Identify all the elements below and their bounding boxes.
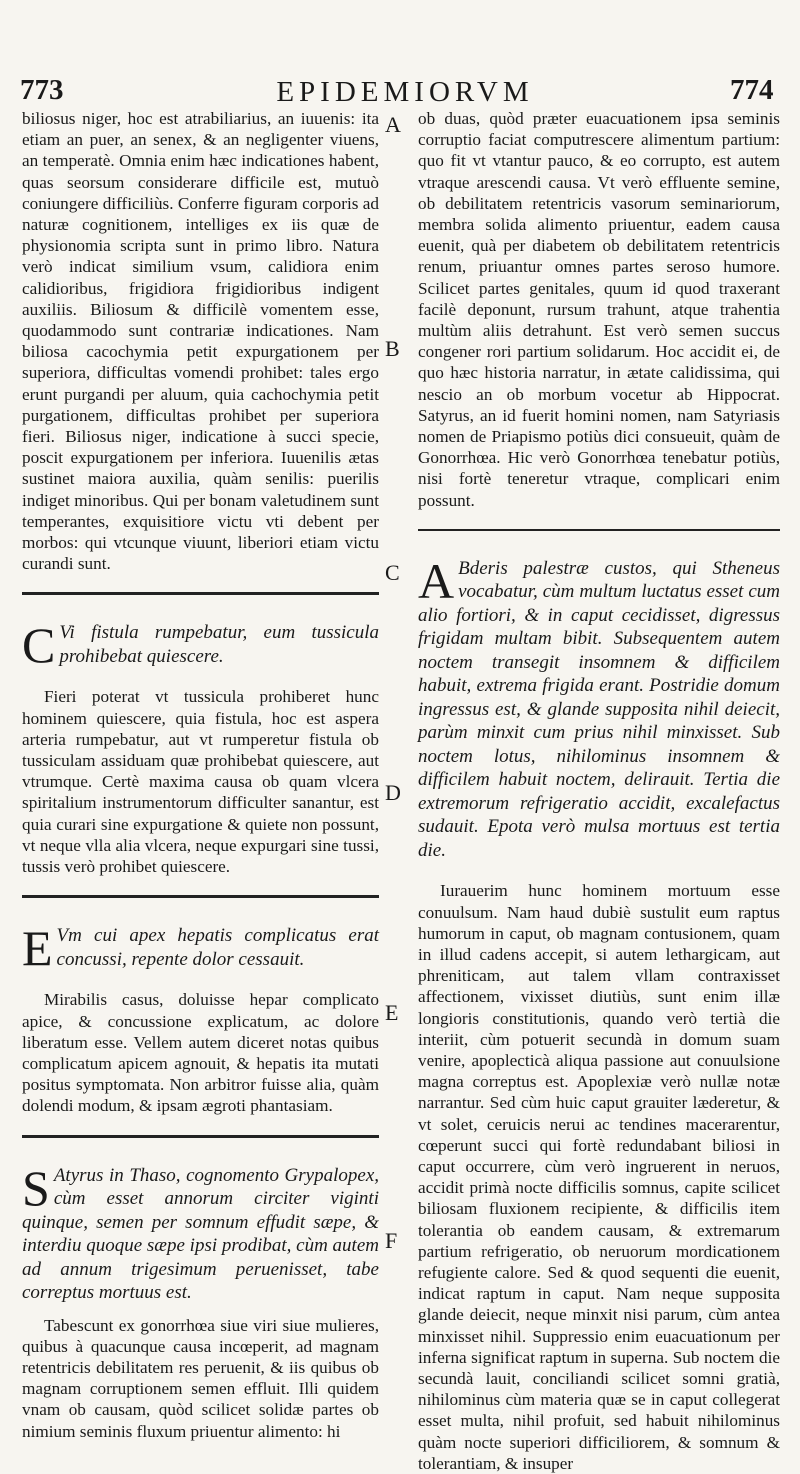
running-title: EPIDEMIORVM — [276, 76, 534, 108]
case-text: Atyrus in Thaso, cognomento Grypalopex, cùm esset annorum circiter viginti quinque, semen per somnum effudit sæpe, & interdiu quoque sæpe ipsi prodibat, cùm autem ad annum trigesimum peruenisset, tabe correptus mortuus est. — [22, 1164, 379, 1304]
case-fistula — [22, 617, 379, 877]
drop-cap: A — [418, 552, 455, 609]
drop-cap: E — [22, 920, 53, 977]
left-page-number: 773 — [20, 74, 64, 106]
right-column — [418, 108, 780, 1474]
drop-cap: S — [22, 1159, 50, 1216]
right-page-number: 774 — [730, 74, 774, 106]
margin-letter-b: B — [385, 336, 400, 361]
case-text: Vm cui apex hepatis complicatus erat concussi, repente dolor cessauit. — [56, 925, 379, 970]
continuation-commentary: ob duas, quòd præter euacuationem ipsa seminis corruptio faciat computrescere alimentum partium: quo fit vt vtantur pauco, & eo corrupto, est autem vtraque arescendi causa. Vt verò effluente semine, ob debilitatem retentricis vasorum seminariorum, membra solida alimento priuentur, eadem causa euenit, quà per diabetem ob debilitatem retentricis renum, priuantur omnes partes seroso humore. Scilicet partes genitales, quum id quod traxerant facilè deponunt, rursum trahunt, atque trahentia multùm aliis detrahunt. Est verò semen succus congener rori partium solidarum. Hoc accidit ei, de quo hæc historia narratur, in ætate calidissima, qui nescio an ob morbum vocetur ab Hippocrat. Satyrus, an id fuerit homini nomen, nam Satyriasis nomen de Priapismo potiùs dici consueuit, quàm de Gonorrhœa. Hic verò Gonorrhœa tenebatur potiùs, nisi fortè teneretur vtraque, complicari enim possunt. — [418, 109, 780, 510]
margin-letter-d: D — [385, 780, 401, 805]
case-satyrus — [22, 1159, 379, 1442]
case-commentary: Iurauerim hunc hominem mortuum esse conuulsum. Nam haud dubiè sustulit eum raptus humorum in caput, ob magnam contusionem, quam in illud cadens accepit, si autem lethargicam, aut phreniticam, aut talem vllam contraxisset affectionem, vixisset diutiùs, sunt enim illæ longioris constitutionis, quando verò tertià die interiit, cùm potuerit secundà in domum suam venire, apoplecticà aliqua passione aut conuulsione magna correptus est. Apoplexiæ verò nullæ notæ narrantur. Sed cùm huic caput grauiter læderetur, & vt solet, ceruicis nerui ac tendines macerarentur, cœperunt succi qui fortè redundabant biliosi in caput occurrere, cùm verò ingruerent in neruos, accidit primà nocte difficilis somnus, capite scilicet biliosam fluxionem recipiente, & difficilis item tolerantia ob eandem causam, & extremarum partium refrigeratio, ob neruorum mordicationem refugiente calore. Sed & quod sequenti die euenit, indicat raptum in caput. Nam neque supposita glande deiecit, neque minxit nisi parum, cùm antea minxisset nihil. Suppressio enim euacuationum per inferna significat raptum in superna. Sub noctem die secundà lauit, conciliandi scilicet somni gratià, nihilominus cùm materia quæ se in caput collegerat esset multa, nihil profuit, sed habuit nihilominus quàm nocte superiori difficiliorem, & somnum & tolerantiam, & insuper — [418, 881, 780, 1473]
left-column — [22, 108, 379, 1442]
running-header — [0, 74, 800, 110]
margin-letter-a: A — [385, 112, 401, 137]
case-text: Vi fistula rumpebatur, eum tussicula prohibebat quiescere. — [59, 622, 379, 667]
case-commentary: Mirabilis casus, doluisse hepar complicato apice, & concussione explicatum, ac dolore liberatum esse. Vellem autem diceret notas quibus complicatum apicem agnouit, & hepatis ita mutati positus symptomata. Non arbitror fuisse alia, quàm dolendi modum, & ipsam ægroti phantasiam. — [22, 990, 379, 1116]
case-hepar — [22, 920, 379, 1116]
opening-commentary: biliosus niger, hoc est atrabiliarius, an iuuenis: ita etiam an puer, an senex, & an negligenter viuens, an temperatè. Omnia enim hæc indicationes habent, quas seorsum considerare difficile est, mutuò coniungere difficiliùs. Conferre figuram corporis ad naturæ cognitionem, intelliges ex iis quæ de physionomia scripta sunt in primo libro. Natura verò indicat similium vsum, calidiora enim calidioribus, frigidiora frigidioribus indigent auxiliis. Biliosum & difficilè vomentem esse, quodammodo sunt contrariæ indicationes. Nam biliosa cacochymia petit expurgationem per superiora, difficultas vomendi prohibet: tales ergo erunt purgandi per aluum, quia cachochymia petit purgationem, difficultas prohibet per superiora fieri. Biliosus niger, indicatione à succi specie, poscit expurgationem per inferiora. Iuuenilis ætas sustinet maiora auxilia, quàm senilis: puerilis indiget minoribus. Qui per bonam valetudinem sunt temperantes, exquisitiore victu vti debent per morbos: qui vtcunque viuunt, liberiori etiam victu curandi sunt. — [22, 109, 379, 574]
margin-letter-f: F — [385, 1228, 398, 1253]
drop-cap: C — [22, 617, 56, 674]
case-text: Bderis palestræ custos, qui Stheneus vocabatur, cùm multum luctatus esset cum alio fortiori, & in caput cecidisset, digressus frigidam multam bibit. Subsequentem autem noctem transegit insomnem & difficilem habuit, extrema frigida erant. Postridie domum ingressus est, & glande supposita nihil deiecit, parùm minxit cum prius nihil minxisset. Sub noctem lotus, nihilominus insomnem & difficilem habuit noctem, delirauit. Tertia die extremorum refrigeratio accidit, excalefactus sudauit. Epota verò mulsa mortuus est tertia die. — [418, 557, 780, 861]
margin-letter-e: E — [385, 1000, 399, 1025]
case-abderis — [418, 552, 780, 1474]
case-commentary: Fieri poterat vt tussicula prohiberet hunc hominem quiescere, quia fistula, hoc est aspera arteria rumpebatur, aut vt rumperetur fistula ob tussiculam assiduam quæ prohibebat quiescere, aut vtrumque. Certè maxima causa ob quam vlcera spiritalium instrumentorum difficulter sanantur, est quia curari sine expurgatione & quiete non possunt, vt neque vlla alia vlcera, neque expurgari sine tussi, tussis verò prohibet quiescere. — [22, 687, 379, 877]
case-commentary: Tabescunt ex gonorrhœa siue viri siue mulieres, quibus à quacunque causa incœperit, ad magnam retentricis debilitatem res peruenit, & iis quibus ob magnam corruptionem semen effluit. Illi quidem vnam ob causam, quòd scilicet solidæ partes ob nimium seminis fluxum priuentur alimento: hi — [22, 1315, 379, 1441]
margin-letter-c: C — [385, 560, 400, 585]
